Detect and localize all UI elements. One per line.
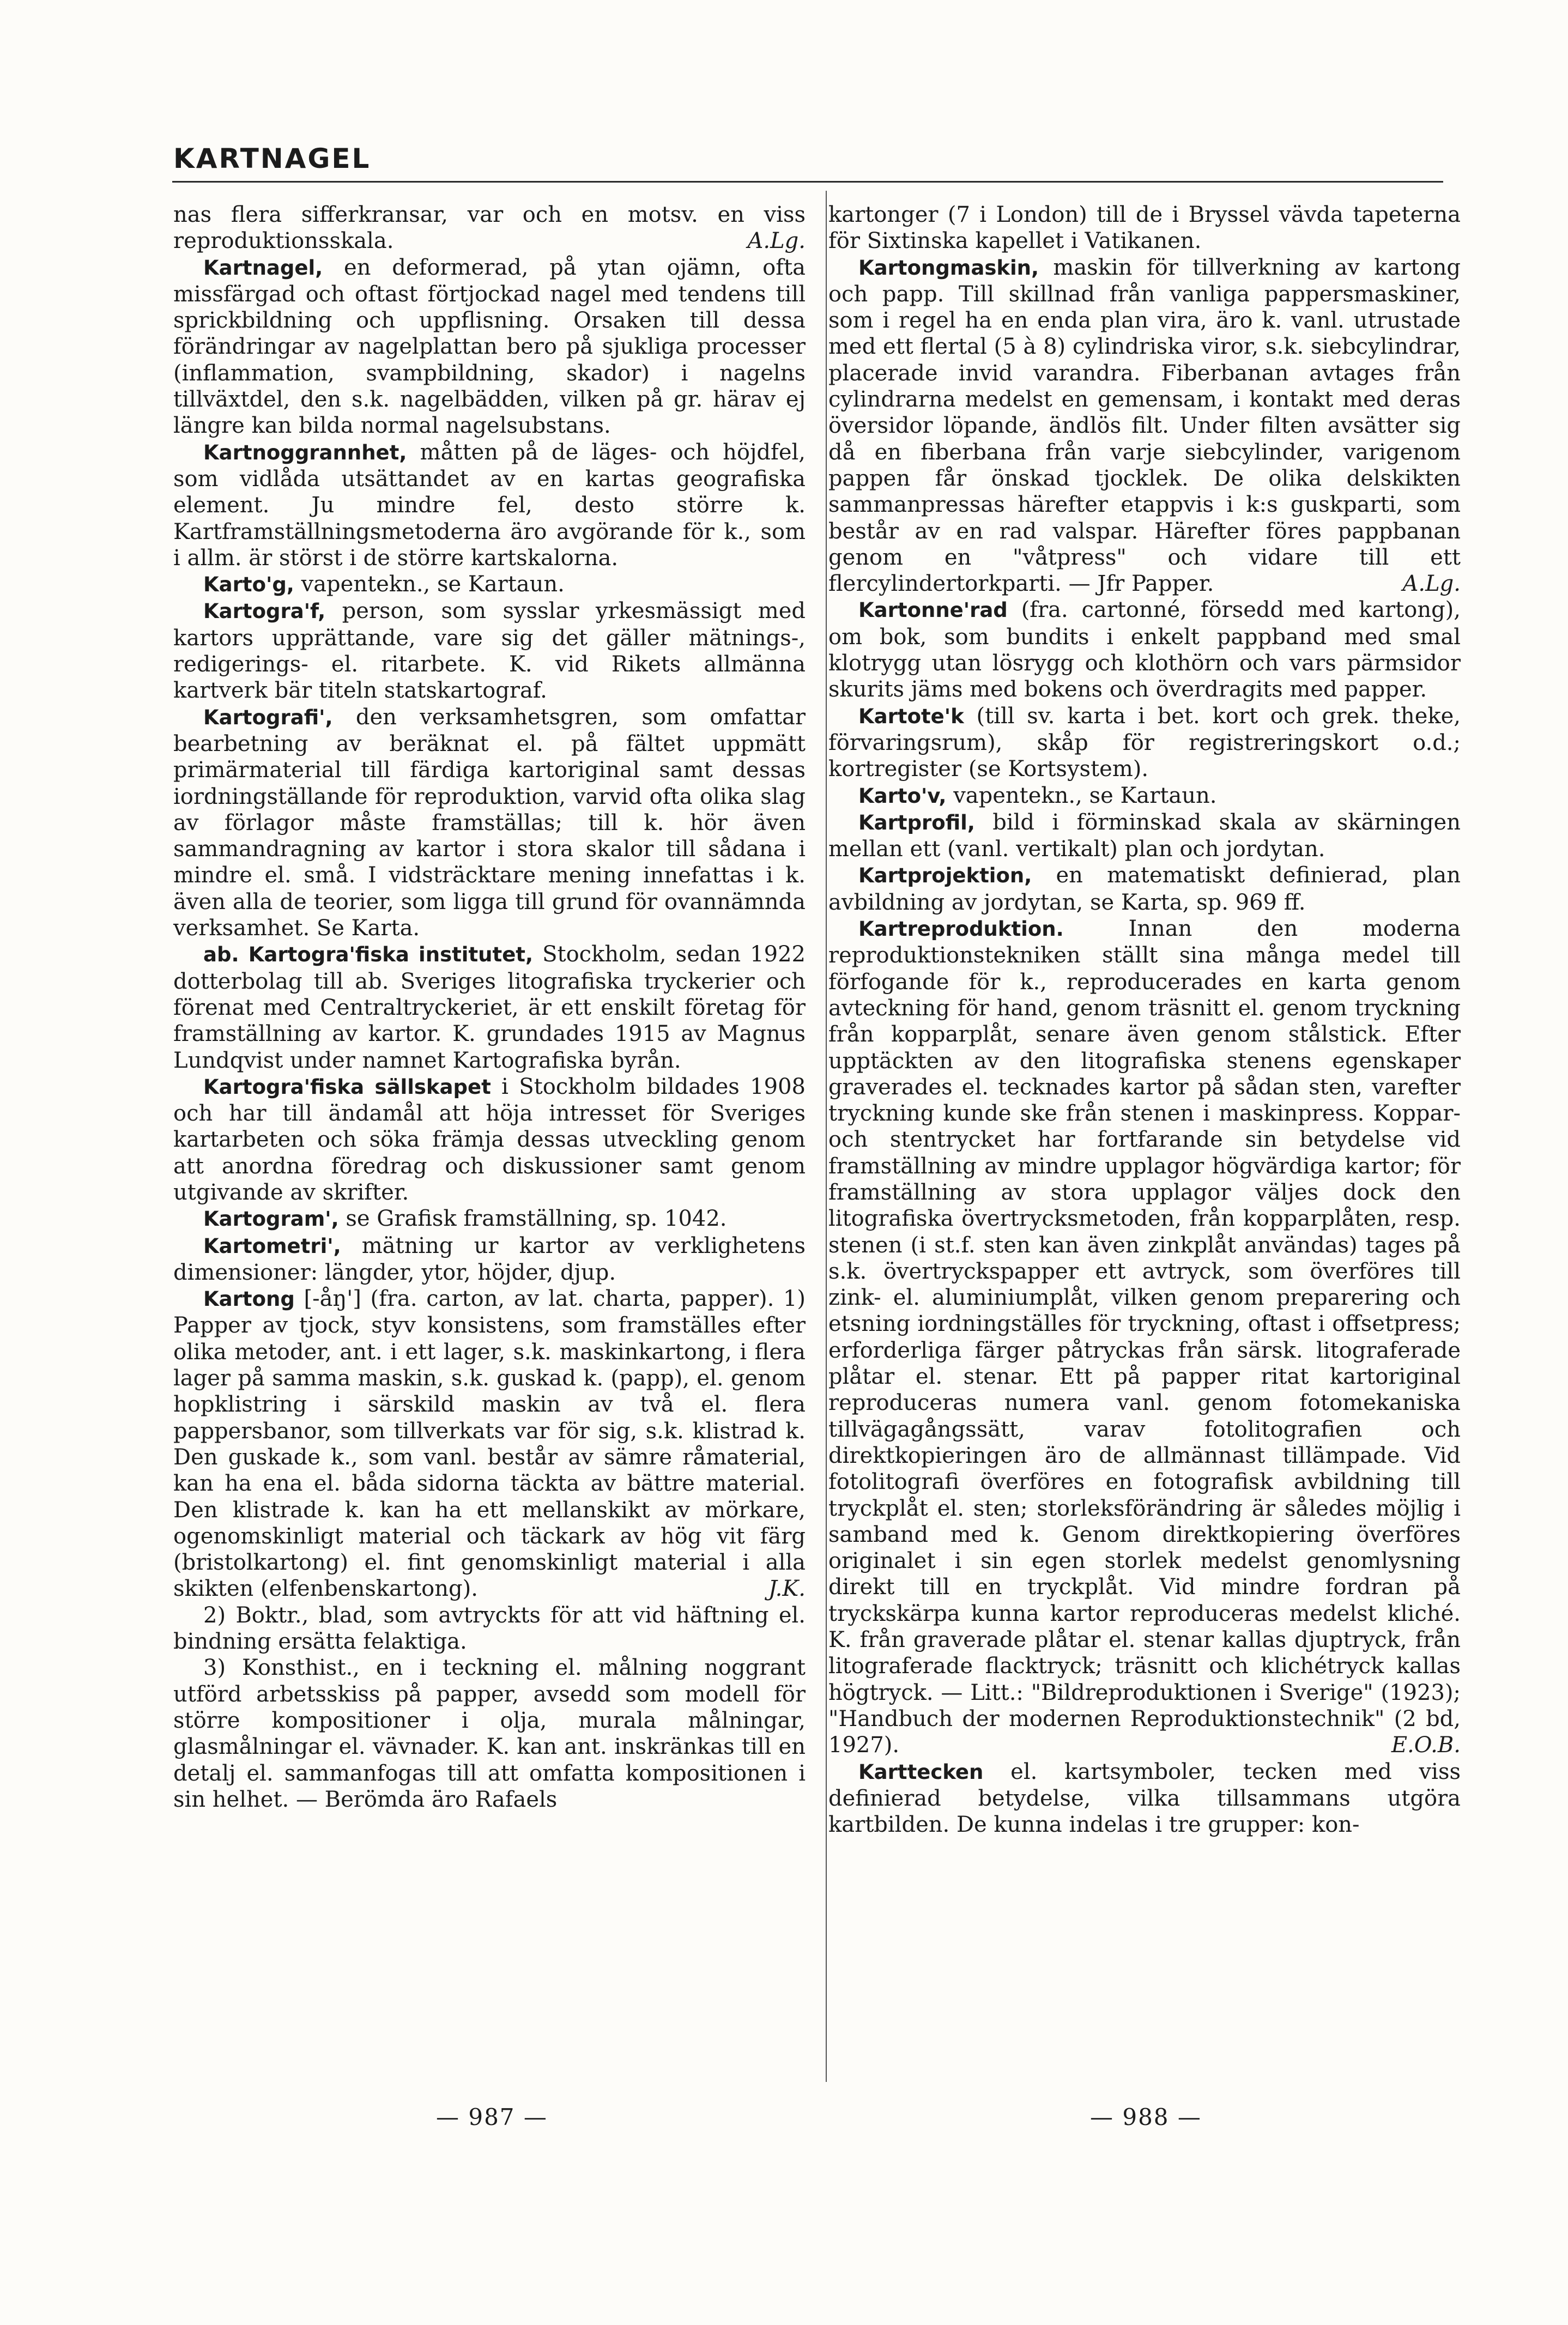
entry-headword: ab. Kartogra'fiska institutet, xyxy=(203,943,534,967)
dictionary-entry xyxy=(173,598,806,704)
entry-headword: Kartonne'rad xyxy=(858,598,1008,622)
entry-text: måtten på de läges- och höjdfel, som vidlåda utsättandet av en kartas geografiska element. Ju mindre fel, desto större k. Kartframställningsmetoderna äro avgörande för k., som i allm. är störst i de större kartskalorna. xyxy=(173,439,806,571)
dictionary-entry xyxy=(173,571,806,598)
entry-text: person, som sysslar yrkesmässigt med kartors upprättande, vare sig det gäller mätnings-, redigerings- el. ritarbete. K. vid Rikets allmänna kartverk bär titeln statskartograf. xyxy=(173,598,806,704)
dictionary-entry xyxy=(173,255,806,439)
dictionary-entry xyxy=(173,1286,806,1602)
entry-text: (fra. cartonné, försedd med kartong), om bok, som bundits i enkelt pappband med smal klotrygg utan lösrygg och klothörn och vars pärmsidor skurits jäms med bokens och överdragits med papper. xyxy=(828,597,1461,703)
author-signature: A.Lg. xyxy=(747,228,806,254)
dictionary-entry xyxy=(828,1759,1461,1838)
entry-headword: Kartogra'f, xyxy=(203,600,326,623)
entry-headword: Kartnagel, xyxy=(203,256,323,280)
header-rule xyxy=(172,181,1443,183)
dictionary-entry xyxy=(173,1655,806,1813)
author-signature: J.K. xyxy=(768,1576,806,1602)
entry-text: vapentekn., se Kartaun. xyxy=(294,572,565,597)
entry-headword: Karttecken xyxy=(858,1760,984,1784)
entry-headword: Kartongmaskin, xyxy=(858,256,1039,280)
entry-text: nas flera sifferkransar, var och en motsv. en viss reproduktionsskala. xyxy=(173,202,806,254)
continued-text xyxy=(828,202,1461,255)
entry-text: den verksamhetsgren, som omfattar bearbetning av beräknat el. på fältet uppmätt primärmaterial till färdiga kartoriginal samt dessas iordningställande för reproduktion, varvid ofta olika slag av förlagor måste framställas; till k. hör även sammandragning av kartor i stora skalor till sådana i mindre el. små. I vidsträcktare mening innefattas i k. även alla de teorier, som ligga till grund för ovannämnda verksamhet. Se Karta. xyxy=(173,704,806,941)
dictionary-entry xyxy=(173,1074,806,1206)
entry-text: se Grafisk framställning, sp. 1042. xyxy=(338,1206,727,1232)
entry-headword: Kartografi', xyxy=(203,705,333,729)
entry-text: 3) Konsthist., en i teckning el. målning noggrant utförd arbetsskiss på papper, avsedd som modell för större kompositioner i olja, murala målningar, glasmålningar el. vävnader. K. kan ant. inskränkas till en detalj el. sammanfogas till att omfatta kompositionen i sin helhet. — Berömda äro Rafaels xyxy=(173,1655,806,1812)
page-number-right: — 988 — xyxy=(1090,2104,1202,2130)
entry-text: en matematiskt definierad, plan avbildning av jordytan, se Karta, sp. 969 ff. xyxy=(828,863,1461,915)
entry-headword: Kartreproduktion. xyxy=(858,917,1064,941)
right-column xyxy=(828,202,1461,1838)
dictionary-entry xyxy=(173,1206,806,1232)
dictionary-entry xyxy=(173,941,806,1073)
author-signature: E.O.B. xyxy=(1391,1733,1461,1758)
entry-headword: Kartprofil, xyxy=(858,810,975,834)
entry-text: Stockholm, sedan 1922 dotterbolag till ab. Sveriges litografiska tryckerier och förenat med Centraltryckeriet, är ett enskilt företag för framställning av kartor. K. grundades 1915 av Magnus Lundqvist under namnet Kartografiska byrån. xyxy=(173,942,806,1073)
entry-text: (till sv. karta i bet. kort och grek. theke, förvaringsrum), skåp för registreringskort o.d.; kortregister (se Kortsystem). xyxy=(828,703,1461,782)
entry-text: Innan den moderna reproduktionstekniken ställt sina många medel till förfogande för k., reproducerades en karta genom avteckning för hand, genom träsnitt el. genom tryckning från kopparplåt, senare även genom stålstick. Efter upptäckten av den litografiska stenens egenskaper graverades el. tecknades kartor på sådan sten, varefter tryckning kunde ske från stenen i maskinpress. Koppar- och stentrycket har fortfarande sin betydelse vid framställning av mindre upplagor högvärdiga kartor; för framställning av stora upplagor väljes dock den litografiska övertrycksmetoden, från kopparplåten, resp. stenen (i st.f. sten kan även zinkplåt användas) tages på s.k. övertryckspapper ett avtryck, som överföres till zink- el. aluminiumplåt, vilken genom preparering och etsning iordningställes för tryckning, oftast i offsetpress; erforderliga färger påtryckas från särsk. litograferade plåtar el. stenar. Ett på papper ritat kartoriginal reproduceras numera vanl. genom fotomekaniska tillvägagångssätt, varav fotolitografien och direktkopieringen äro de allmännast tillämpade. Vid fotolitografi överföres en fotografisk avbildning till tryckplåt el. sten; storleksförändring är således möjlig i samband med k. Genom direktkopiering överföres originalet i sin egen storlek medelst genomlysning direkt till en tryckplåt. Vid mindre fordran på tryckskärpa kunna kartor reproduceras medelst kliché. K. från graverade plåtar el. stenar kallas djuptryck, från litograferade flacktryck; träsnitt och klichétryck kallas högtryck. — Litt.: "Bildreproduktionen i Sverige" (1923); "Handbuch der modernen Reproduktionstechnik" (2 bd, 1927). xyxy=(828,916,1461,1758)
dictionary-entry xyxy=(173,1602,806,1655)
entry-headword: Kartogram', xyxy=(203,1207,339,1231)
entry-headword: Kartogra'fiska sällskapet xyxy=(203,1075,491,1099)
entry-headword: Kartote'k xyxy=(858,704,964,728)
running-head: KARTNAGEL xyxy=(173,143,371,174)
dictionary-entry xyxy=(828,862,1461,916)
page-number-left: — 987 — xyxy=(436,2104,548,2130)
dictionary-entry xyxy=(828,783,1461,809)
entry-text: el. kartsymboler, tecken med viss definierad betydelse, vilka tillsammans utgöra kartbilden. De kunna indelas i tre grupper: kon- xyxy=(828,1759,1461,1838)
entry-text: mätning ur kartor av verklighetens dimensioner: längder, ytor, höjder, djup. xyxy=(173,1233,806,1285)
entry-headword: Kartprojektion, xyxy=(858,864,1032,888)
author-signature: A.Lg. xyxy=(1402,571,1461,597)
entry-headword: Kartometri', xyxy=(203,1234,341,1258)
entry-headword: Karto'g, xyxy=(203,573,294,597)
continued-text xyxy=(173,202,806,255)
entry-text: en deformerad, på ytan ojämn, ofta missfärgad och oftast förtjockad nagel med tendens till sprickbildning och uppflisning. Orsaken till dessa förändringar av nagelplattan bero på sjukliga processer (inflammation, svampbildning, skador) i nagelns tillväxtdel, den s.k. nagelbädden, vilken på gr. härav ej längre kan bilda normal nagelsubstans. xyxy=(173,255,806,439)
entry-text: kartonger (7 i London) till de i Bryssel vävda tapeterna för Sixtinska kapellet i Vatikanen. xyxy=(828,202,1461,254)
entry-text: 2) Boktr., blad, som avtryckts för att vid häftning el. bindning ersätta felaktiga. xyxy=(173,1602,806,1655)
entry-headword: Kartong xyxy=(203,1287,295,1311)
entry-text: i Stockholm bildades 1908 och har till ändamål att höja intresset för Sveriges kartarbeten och söka främja dessas utveckling genom att anordna föredrag och diskussioner samt genom utgivande av skrifter. xyxy=(173,1074,806,1205)
entry-text: [-åŋ'] (fra. carton, av lat. charta, papper). 1) Papper av tjock, styv konsistens, som framställes efter olika metoder, ant. i ett lager, s.k. maskinkartong, i flera lager på samma maskin, s.k. guskad k. (papp), el. genom hopklistring i särskild maskin av två el. flera pappersbanor, som tillverkats var för sig, s.k. klistrad k. Den guskade k., som vanl. består av sämre råmaterial, kan ha ena el. båda sidorna täckta av bättre material. Den klistrade k. kan ha ett mellanskikt av mörkare, ogenomskinligt material och täckark av hög vit färg (bristolkartong) el. fint genomskinligt material i alla skikten (elfenbenskartong). xyxy=(173,1286,806,1602)
dictionary-entry xyxy=(828,597,1461,703)
dictionary-entry xyxy=(828,916,1461,1759)
entry-text: maskin för tillverkning av kartong och papp. Till skillnad från vanliga pappersmaskiner, som i regel ha en enda plan vira, äro k. vanl. utrustade med ett flertal (5 à 8) cylindriska viror, s.k. siebcylindrar, placerade invid varandra. Fiberbanan avtages från cylindrarna medelst en gemensam, i kontakt med deras översidor löpande, ändlös filt. Under filten avsätter sig då en fiberbana från varje siebcylinder, varigenom pappen får önskad tjocklek. De olika delskikten sammanpressas härefter etappvis i k:s guskparti, som består av en rad valspar. Härefter föres pappbanan genom en "våtpress" och vidare till ett flercylindertorkparti. — Jfr Papper. xyxy=(828,255,1461,597)
dictionary-entry xyxy=(173,704,806,942)
left-column xyxy=(173,202,806,1813)
entry-text: bild i förminskad skala av skärningen mellan ett (vanl. vertikalt) plan och jordytan. xyxy=(828,809,1461,862)
entry-headword: Karto'v, xyxy=(858,784,947,808)
entry-headword: Kartnoggrannhet, xyxy=(203,440,407,464)
column-divider xyxy=(826,191,827,2082)
entry-text: vapentekn., se Kartaun. xyxy=(946,783,1217,808)
dictionary-entry xyxy=(828,703,1461,783)
dictionary-entry xyxy=(828,255,1461,597)
dictionary-entry xyxy=(173,1233,806,1286)
dictionary-entry xyxy=(828,809,1461,863)
dictionary-entry xyxy=(173,439,806,571)
